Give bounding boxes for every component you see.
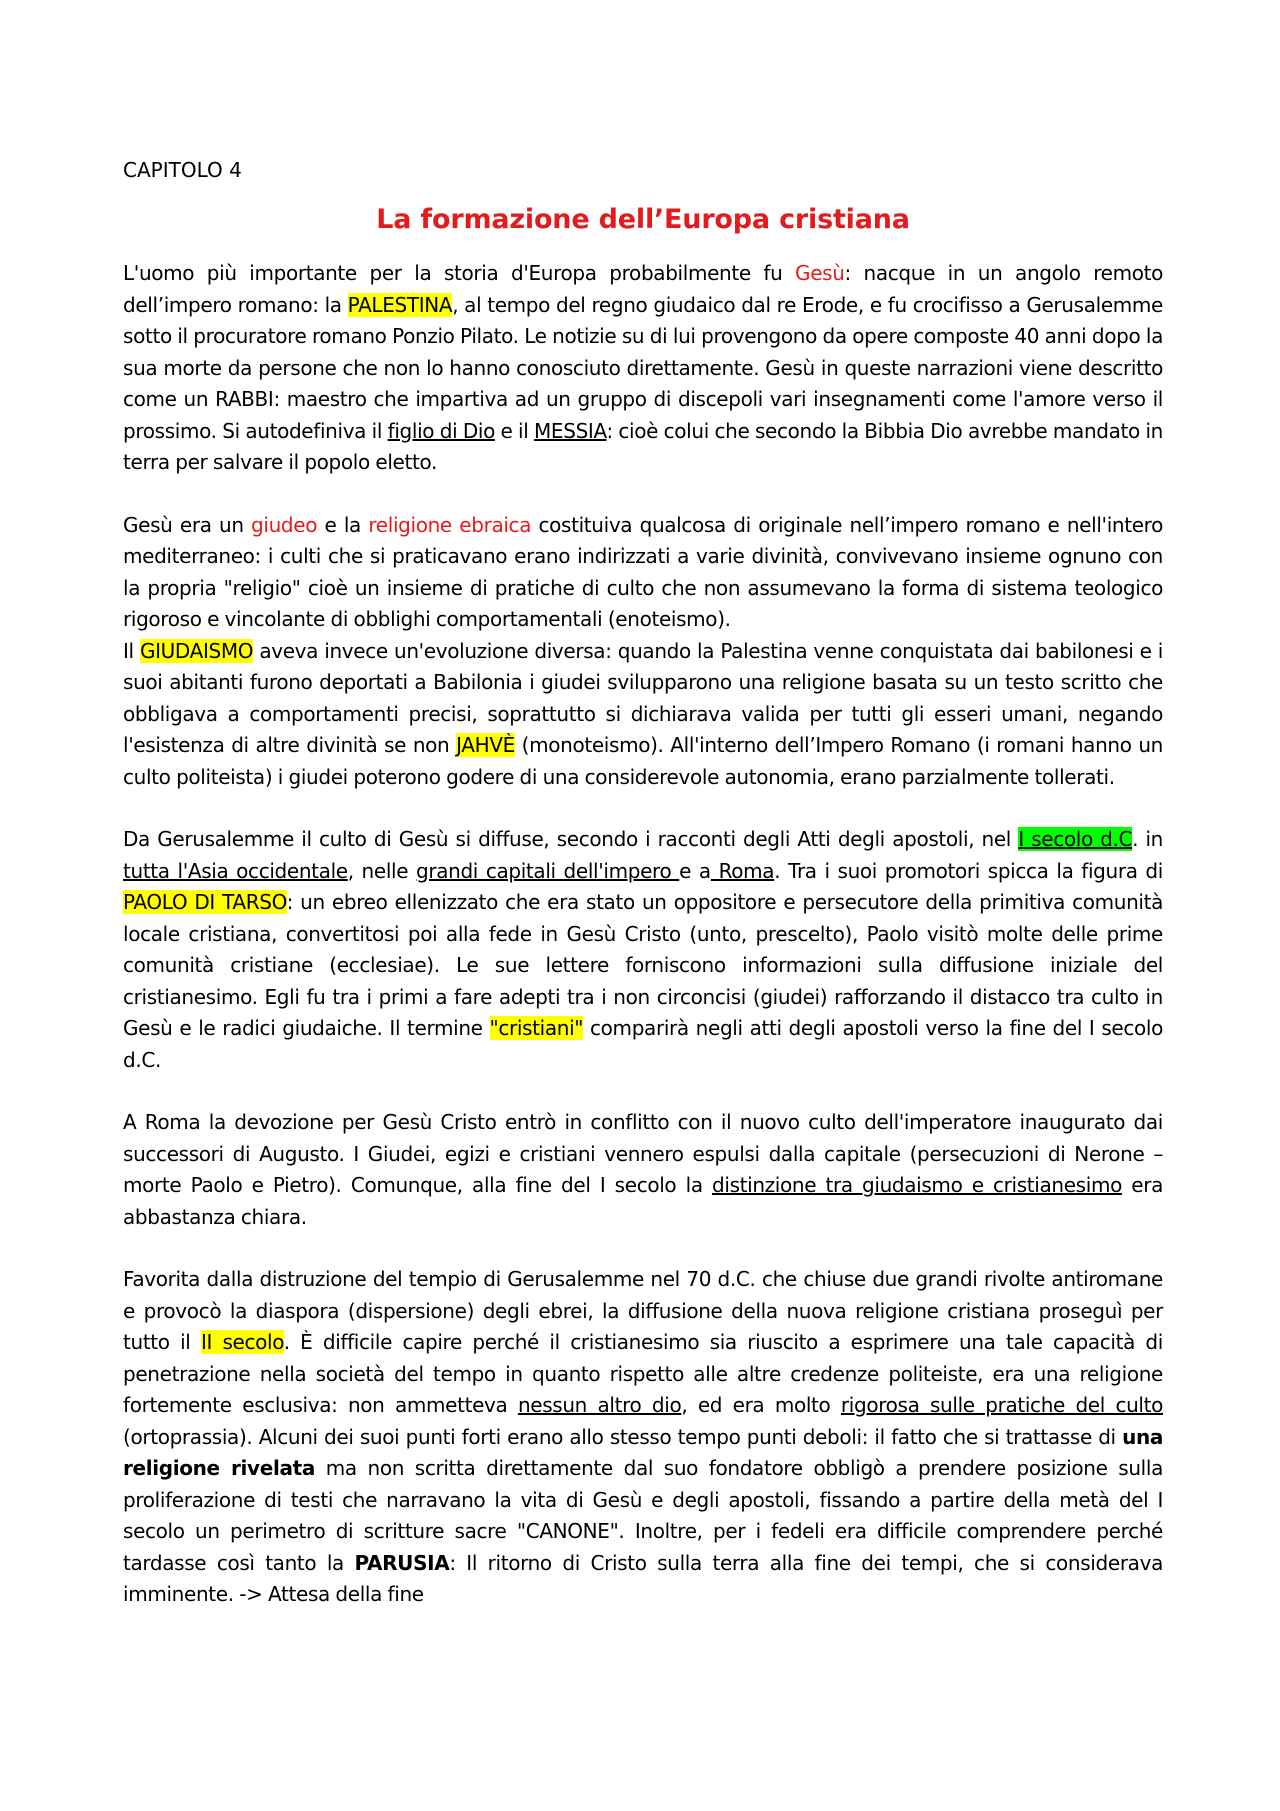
text-span: , al tempo del regno giudaico dal re Erode, e fu crocifisso a Gerusalemme sotto il procuratore romano Ponzio Pilato. Le notizie su di lui provengono da opere composte 40 anni dopo la sua morte da persone che non lo hanno conosciuto direttamente. Gesù in queste narrazioni viene descritto come un RABBI: maestro che impartiva ad un gruppo di discepoli vari insegnamenti come l'amore verso il prossimo. Si autodefiniva il	[123, 292, 1163, 443]
text-span: . Tra i suoi promotori spicca la figura di	[774, 858, 1163, 883]
underline-rigorosa: rigorosa sulle pratiche del culto	[840, 1393, 1164, 1417]
text-span: : un ebreo ellenizzato che era stato un oppositore e persecutore della primitiva comunità locale cristiana, convertitosi poi alla fede in Gesù Cristo (unto, prescelto), Paolo visitò molte delle prime comunità cristiane (ecclesiae). Le sue lettere forniscono informazioni sulla diffusione iniziale del cristianesimo. Egli fu tra i primi a fare adepti tra i non circoncisi (giudei) rafforzando il distacco tra culto in Gesù e le radici giudaiche. Il termine	[123, 890, 1164, 1040]
underline-asia-occidentale: tutta l'Asia occidentale	[123, 858, 348, 883]
text-span: Gesù era un	[123, 512, 252, 537]
text-span: : Il ritorno di Cristo sulla terra alla fine dei tempi, che si considerava imminente. -> Attesa della fine	[123, 1550, 1163, 1606]
document-page	[123, 156, 1163, 1611]
underline-nessun-altro-dio: nessun altro dio	[517, 1393, 682, 1417]
paragraph-3	[123, 636, 1163, 794]
text-span: comparirà negli atti degli apostoli verso la fine del I secolo d.C.	[123, 1016, 1163, 1072]
text-span: , ed era molto	[681, 1393, 841, 1417]
underline-distinzione: distinzione tra giudaismo e cristianesimo	[712, 1173, 1122, 1197]
text-span: Il	[123, 638, 140, 663]
highlight-giudaismo: GIUDAISMO	[139, 638, 254, 663]
term-gesu: Gesù	[795, 261, 845, 285]
text-span: L'uomo più importante per la storia d'Europa probabilmente fu	[123, 261, 796, 285]
highlight-cristiani: "cristiani"	[489, 1016, 584, 1040]
paragraph-6	[123, 1264, 1163, 1611]
text-span: era abbastanza chiara.	[123, 1173, 1163, 1229]
highlight-jahve: JAHVÈ	[456, 733, 515, 757]
bold-religione-rivelata: una religione rivelata	[123, 1424, 1163, 1480]
bold-parusia: PARUSIA	[354, 1550, 450, 1575]
text-span: e il	[494, 418, 535, 443]
text-span: : nacque in un angolo remoto dell’impero romano: la	[123, 261, 1163, 317]
text-span: aveva invece un'evoluzione diversa: quando la Palestina venne conquistata dai babilonesi e i suoi abitanti furono deportati a Babilonia i giudei svilupparono una religione basata su un testo scritto che obbligava a comportamenti precisi, soprattutto si dichiarava valida per tutti gli esseri umani, negando l'esistenza di altre divinità se non	[123, 638, 1163, 757]
text-span: A Roma la devozione per Gesù Cristo entrò in conflitto con il nuovo culto dell'imperatore inaugurato dai successori di Augusto. I Giudei, egizi e cristiani vennero espulsi dalla capitale (persecuzioni di Nerone – morte Paolo e Pietro). Comunque, alla fine del I secolo la	[123, 1110, 1163, 1197]
text-span: . È difficile capire perché il cristianesimo sia riuscito a esprimere una tale capacità di penetrazione nella società del tempo in quanto rispetto alle altre credenze politeiste, era una religione fortemente esclusiva: non ammetteva	[123, 1330, 1163, 1417]
text-span: e a	[679, 858, 711, 883]
term-giudeo: giudeo	[251, 512, 318, 537]
highlight-ii-secolo: II secolo	[200, 1330, 284, 1354]
text-span: Da Gerusalemme il culto di Gesù si diffuse, secondo i racconti degli Atti degli apostoli, nel	[123, 827, 1019, 851]
text-span: costituiva qualcosa di originale nell’impero romano e nell'intero mediterraneo: i culti che si praticavano erano indirizzati a varie divinità, convivevano insieme ognuno con la propria "religio" cioè un insieme di pratiche di culto che non assumevano la forma di sistema teologico rigoroso e vincolante di obblighi comportamentali (enoteismo).	[123, 512, 1163, 631]
paragraph-1	[123, 258, 1163, 479]
highlight-palestina: PALESTINA	[347, 292, 453, 317]
underline-messia: MESSIA	[534, 418, 607, 443]
text-span: (monoteismo). All'interno dell’Impero Romano (i romani hanno un culto politeista) i giudei poterono godere di una considerevole autonomia, erano parzialmente tollerati.	[123, 733, 1164, 789]
paragraph-4	[123, 824, 1163, 1076]
underline-figlio-di-dio: figlio di Dio	[387, 418, 495, 443]
underline-grandi-capitali: grandi capitali dell'impero	[416, 858, 680, 883]
text-span: : cioè colui che secondo la Bibbia Dio avrebbe mandato in terra per salvare il popolo eletto.	[123, 418, 1164, 474]
text-span: e la	[317, 512, 369, 537]
text-span: Favorita dalla distruzione del tempio di Gerusalemme nel 70 d.C. che chiuse due grandi rivolte antiromane e provocò la diaspora (dispersione) degli ebrei, la diffusione della nuova religione cristiana proseguì per tutto il	[123, 1267, 1163, 1354]
text-span: ma non scritta direttamente dal suo fondatore obbligò a prendere posizione sulla proliferazione di testi che narravano la vita di Gesù e degli apostoli, fissando a partire della metà del I secolo un perimetro di scritture sacre "CANONE". Inoltre, per i fedeli era difficile comprendere perché tardasse così tanto la	[123, 1456, 1164, 1575]
term-religione-ebraica: religione ebraica	[368, 512, 532, 537]
highlight-paolo-di-tarso: PAOLO DI TARSO	[123, 890, 287, 914]
paragraph-2	[123, 510, 1163, 636]
text-span: . in	[1132, 827, 1163, 851]
text-span: , nelle	[347, 858, 417, 883]
chapter-label: CAPITOLO 4	[123, 158, 242, 182]
text-span: (ortoprassia). Alcuni dei suoi punti forti erano allo stesso tempo punti deboli: il fatto che si trattasse di	[123, 1424, 1123, 1449]
paragraph-5	[123, 1107, 1163, 1233]
highlight-i-secolo: I secolo d.C	[1018, 827, 1133, 851]
document-title: La formazione dell’Europa cristiana	[376, 204, 910, 235]
underline-roma: Roma	[710, 858, 775, 883]
